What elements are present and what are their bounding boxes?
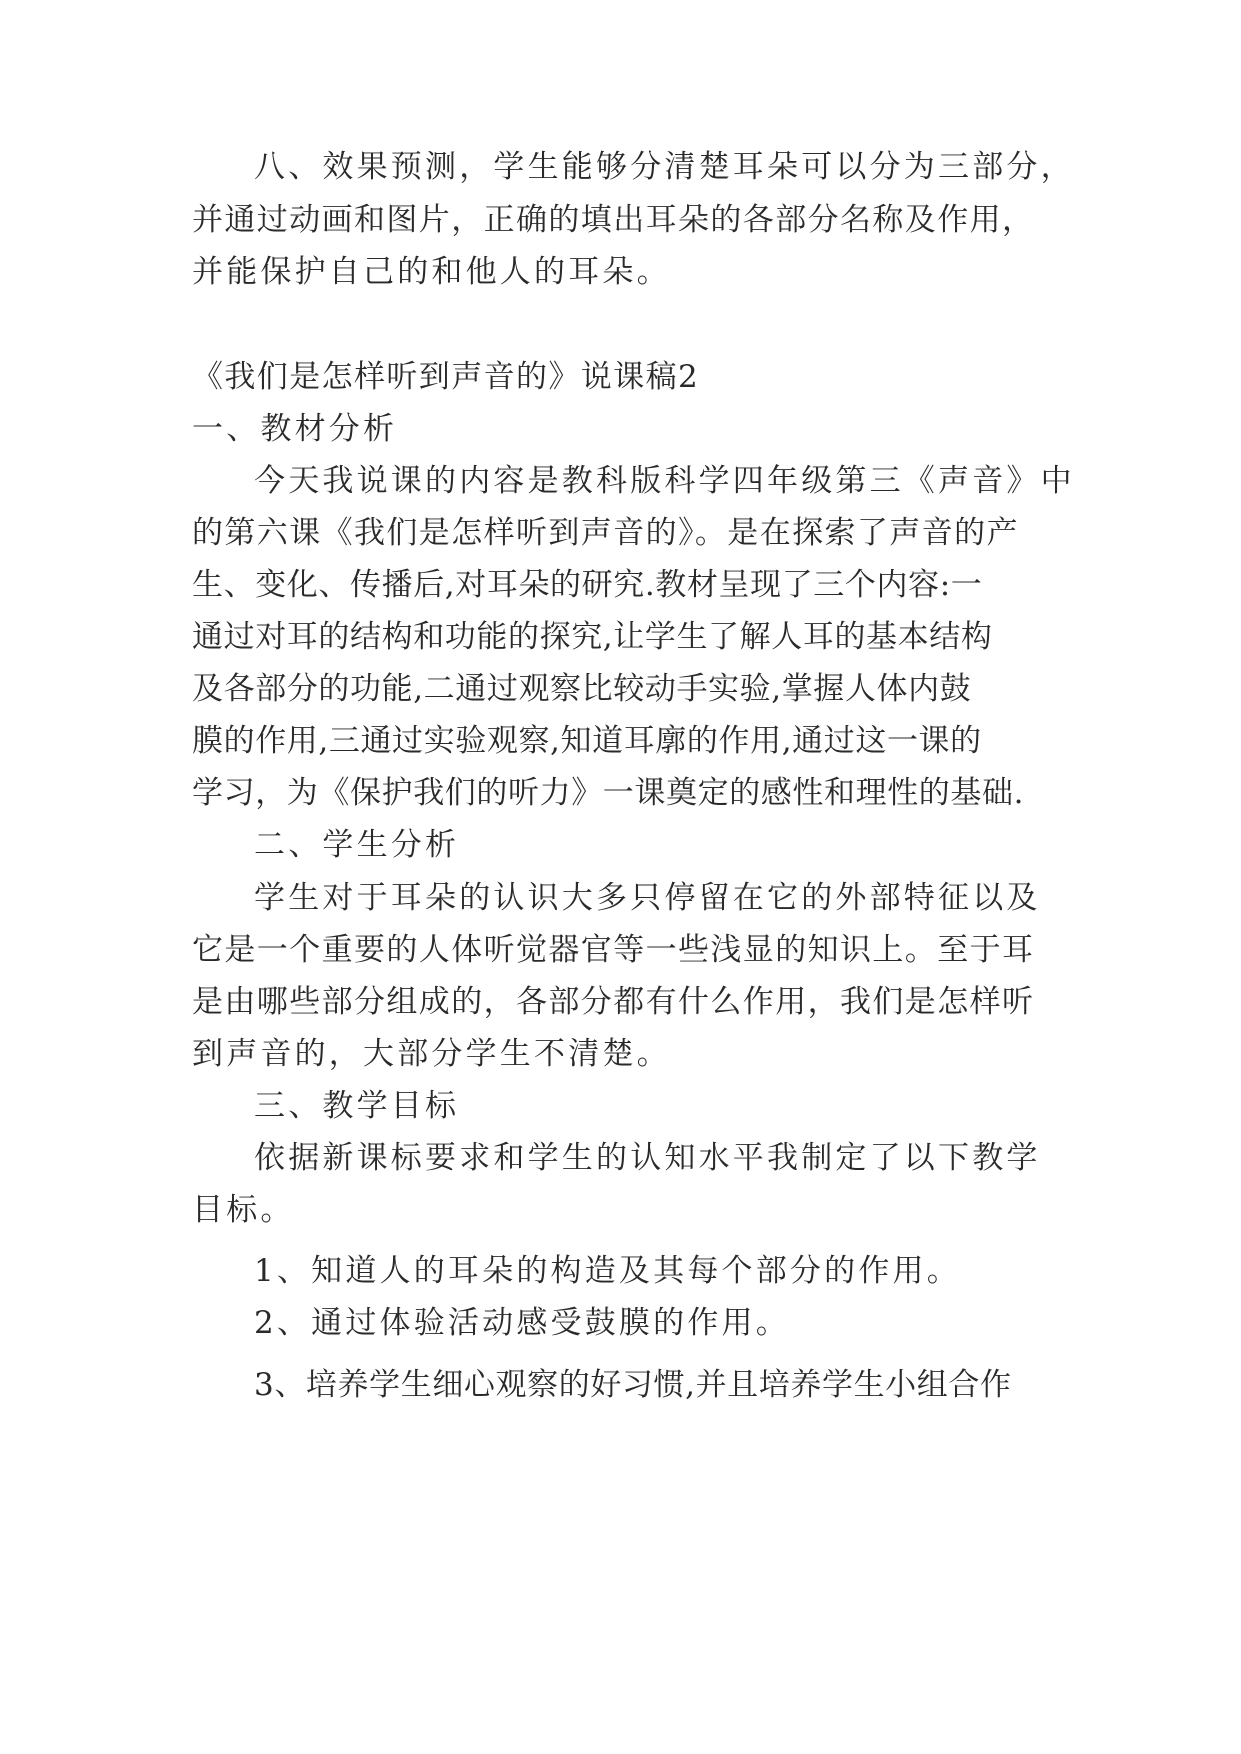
section8-line-2: 并通过动画和图片，正确的填出耳朵的各部分名称及作用， [192,202,1035,238]
goal-item-2: 2、通过体验活动感受鼓膜的作用。 [254,1305,790,1341]
heading-textbook-analysis: 一、教材分析 [192,411,398,447]
para2-line-4: 到声音的，大部分学生不清楚。 [192,1036,671,1072]
document-title: 《我们是怎样听到声音的》说课稿2 [192,359,700,395]
heading-student-analysis: 二、学生分析 [254,827,460,863]
para1-line-2: 的第六课《我们是怎样听到声音的》。是在探索了声音的产 [192,515,1019,551]
para1-line-3: 生、变化、传播后,对耳朵的研究.教材呈现了三个内容:一 [192,567,983,603]
para2-line-3: 是由哪些部分组成的，各部分都有什么作用，我们是怎样听 [192,984,1035,1020]
goal-item-1: 1、知道人的耳朵的构造及其每个部分的作用。 [254,1253,961,1289]
para1-line-7: 学习，为《保护我们的听力》一课奠定的感性和理性的基础. [192,775,1025,811]
para1-line-1: 今天我说课的内容是教科版科学四年级第三《声音》中 [254,463,1075,499]
para1-line-5: 及各部分的功能,二通过观察比较动手实验,掌握人体内鼓 [192,671,972,707]
section8-line-3: 并能保护自己的和他人的耳朵。 [192,254,671,290]
section8-line-1: 八、效果预测，学生能够分清楚耳朵可以分为三部分， [254,149,1075,185]
goal-item-3: 3、培养学生细心观察的好习惯,并且培养学生小组合作 [254,1367,1012,1403]
para1-line-4: 通过对耳的结构和功能的探究,让学生了解人耳的基本结构 [192,619,993,655]
para3-line-2: 目标。 [192,1192,295,1228]
para1-line-6: 膜的作用,三通过实验观察,知道耳廓的作用,通过这一课的 [192,723,982,759]
heading-teaching-goals: 三、教学目标 [254,1088,460,1124]
para3-line-1: 依据新课标要求和学生的认知水平我制定了以下教学 [254,1140,1041,1176]
para2-line-2: 它是一个重要的人体听觉器官等一些浅显的知识上。至于耳 [192,932,1035,968]
para2-line-1: 学生对于耳朵的认识大多只停留在它的外部特征以及 [254,880,1041,916]
